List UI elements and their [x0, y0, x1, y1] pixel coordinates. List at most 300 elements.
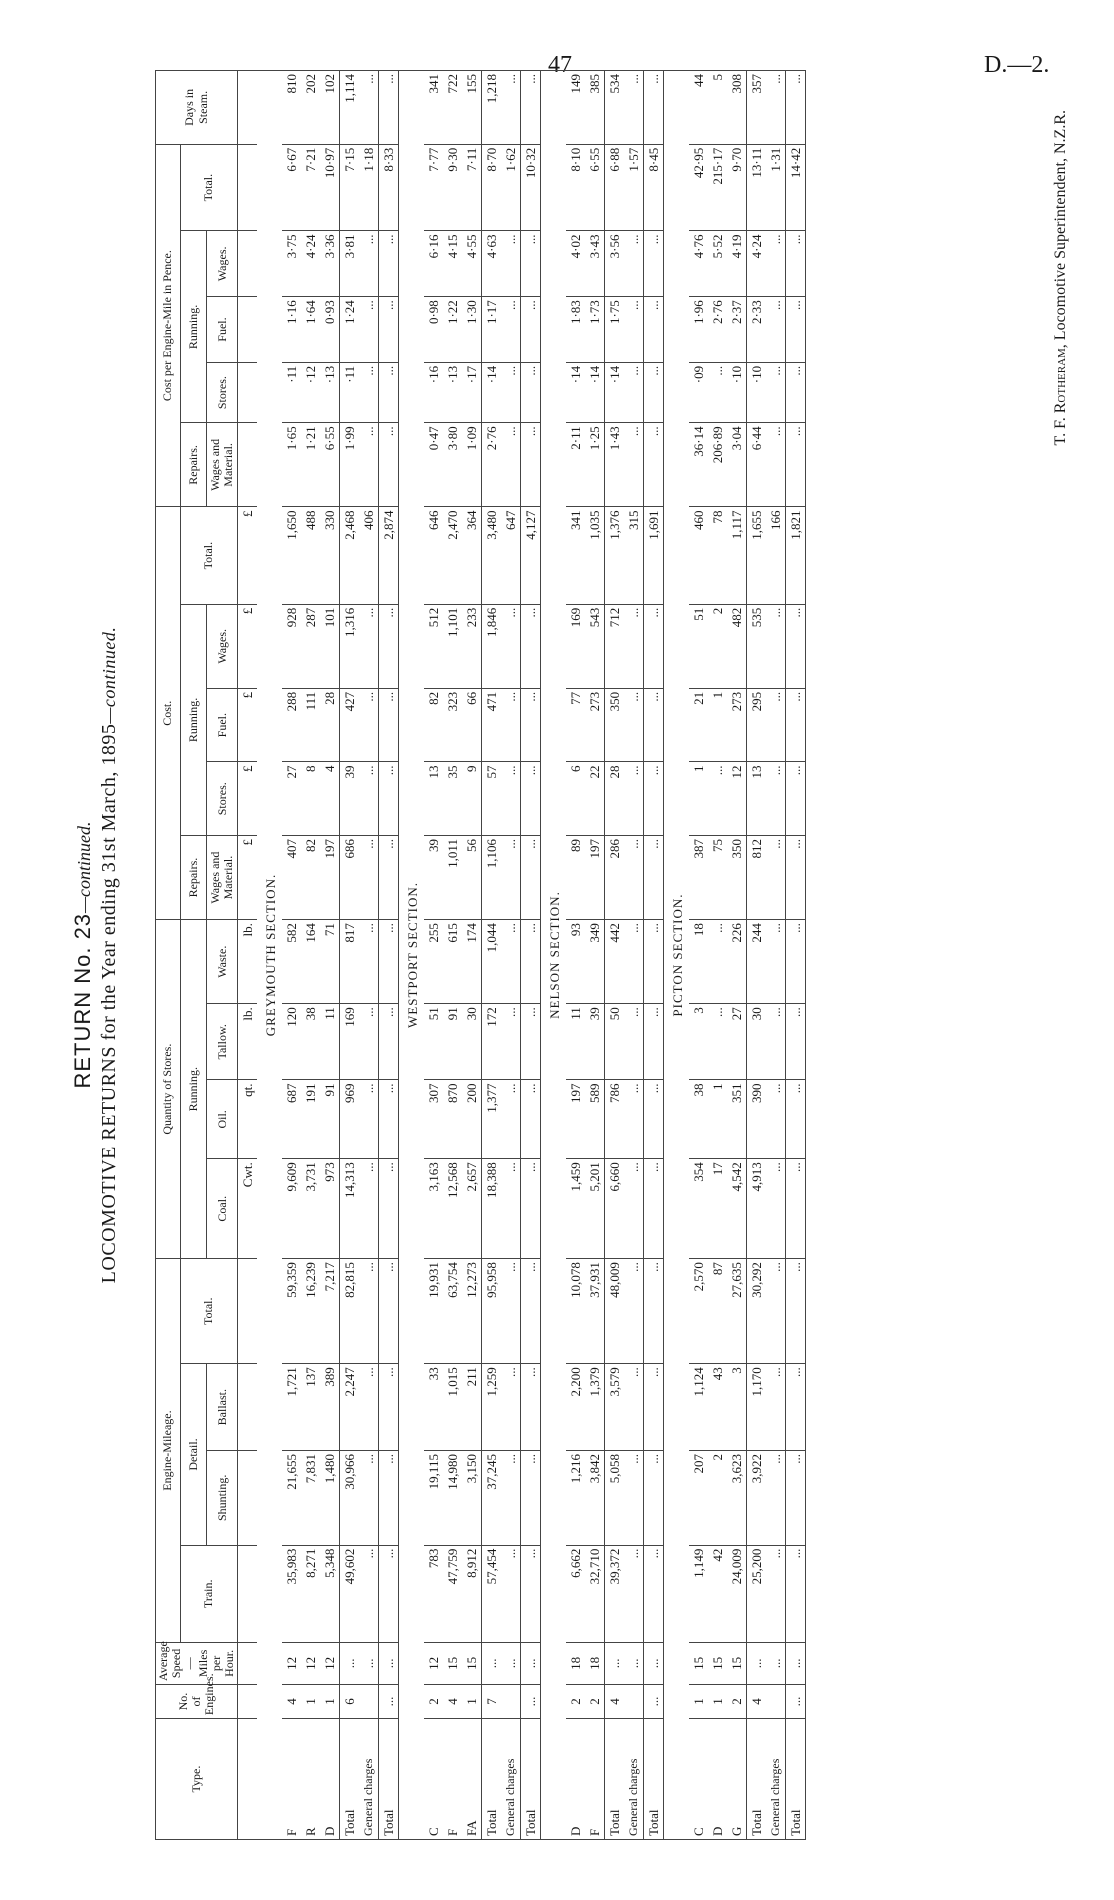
table-cell: 406: [359, 507, 379, 604]
table-cell: 57,454: [482, 1545, 502, 1642]
table-cell: 389: [320, 1364, 340, 1451]
general-charges-row: [501, 71, 521, 1840]
table-cell: ...: [359, 836, 379, 920]
table-cell: 273: [585, 688, 605, 762]
table-cell: 4·15: [443, 231, 462, 297]
table-cell: ...: [379, 231, 399, 297]
table-cell: 2: [424, 1684, 443, 1718]
table-cell: 6: [340, 1684, 360, 1718]
table-cell: 42·95: [689, 144, 708, 231]
table-cell: 534: [605, 71, 625, 145]
table-cell: 3·56: [605, 231, 625, 297]
table-cell: 30,292: [747, 1259, 767, 1364]
table-cell: 11: [566, 1004, 585, 1080]
header-cost: Cost.: [156, 507, 181, 920]
header-type: Type.: [156, 1719, 238, 1840]
table-cell: £: [238, 507, 258, 604]
table-cell: F: [443, 1719, 462, 1840]
header-shunting: Shunting.: [207, 1451, 238, 1546]
table-cell: 91: [443, 1004, 462, 1080]
table-cell: ...: [501, 604, 521, 688]
table-cell: 50: [605, 1004, 625, 1080]
table-cell: [624, 1684, 644, 1718]
table-cell: ·10: [727, 362, 747, 422]
table-cell: 2,200: [566, 1364, 585, 1451]
header-tallow: Tallow.: [207, 1004, 238, 1080]
table-cell: 5,201: [585, 1159, 605, 1259]
header-train: Train.: [181, 1545, 238, 1642]
table-cell: 7·77: [424, 144, 443, 231]
table-cell: 169: [340, 1004, 360, 1080]
header-engines: No. of Engines.: [156, 1684, 238, 1718]
table-cell: 5,058: [605, 1451, 625, 1546]
table-cell: ...: [521, 1642, 541, 1684]
table-cell: 25,200: [747, 1545, 767, 1642]
total-row: [747, 71, 767, 1840]
header-detail: Detail.: [181, 1364, 207, 1545]
table-cell: ...: [379, 1080, 399, 1159]
table-cell: 8,912: [462, 1545, 482, 1642]
table-cell: 57: [482, 762, 502, 836]
table-cell: 350: [605, 688, 625, 762]
table-cell: 488: [301, 507, 320, 604]
table-cell: ...: [786, 920, 806, 1004]
table-cell: 172: [482, 1004, 502, 1080]
table-cell: ·10: [747, 362, 767, 422]
table-cell: 390: [747, 1080, 767, 1159]
section-heading: GREYMOUTH SECTION.: [257, 71, 282, 1840]
table-cell: [238, 297, 258, 363]
table-cell: 19,931: [424, 1259, 443, 1364]
table-cell: 1: [320, 1684, 340, 1718]
table-cell: [501, 1684, 521, 1718]
table-cell: 59,359: [282, 1259, 301, 1364]
table-cell: ...: [624, 1080, 644, 1159]
units-row: [238, 71, 258, 1840]
table-row: [585, 71, 605, 1840]
table-cell: 12: [424, 1642, 443, 1684]
grand-total-row: [644, 71, 664, 1840]
table-cell: 3,842: [585, 1451, 605, 1546]
table-cell: 4: [282, 1684, 301, 1718]
table-cell: ...: [359, 1545, 379, 1642]
table-cell: ...: [766, 362, 786, 422]
table-cell: £: [238, 762, 258, 836]
table-cell: 39: [424, 836, 443, 920]
header-cost-total: Total.: [181, 507, 238, 604]
table-cell: [238, 362, 258, 422]
table-cell: 51: [424, 1004, 443, 1080]
table-cell: ...: [624, 362, 644, 422]
table-cell: 1: [708, 1080, 727, 1159]
table-cell: [238, 1642, 258, 1684]
section-heading: PICTON SECTION.: [664, 71, 690, 1840]
header-pence-stores: Stores.: [207, 362, 238, 422]
header-speed: Average Speed—Miles per Hour.: [156, 1642, 238, 1684]
table-cell: ...: [624, 762, 644, 836]
table-cell: ...: [501, 297, 521, 363]
table-cell: 354: [689, 1159, 708, 1259]
table-cell: 686: [340, 836, 360, 920]
table-cell: [766, 1684, 786, 1718]
return-subtitle-suffix: —continued.: [99, 626, 119, 724]
table-cell: C: [424, 1719, 443, 1840]
header-pence-running: Running.: [181, 231, 207, 423]
header-quantity-of-stores: Quantity of Stores.: [156, 920, 181, 1259]
table-cell: ...: [379, 1159, 399, 1259]
table-cell: 307: [424, 1080, 443, 1159]
table-cell: ...: [786, 1545, 806, 1642]
table-cell: ...: [624, 71, 644, 145]
table-cell: 1,218: [482, 71, 502, 145]
table-cell: ...: [501, 688, 521, 762]
table-cell: 8·45: [644, 144, 664, 231]
table-cell: 646: [424, 507, 443, 604]
table-cell: ...: [521, 762, 541, 836]
table-cell: [238, 423, 258, 507]
table-cell: ...: [786, 231, 806, 297]
table-cell: ...: [521, 1684, 541, 1718]
table-cell: 30: [462, 1004, 482, 1080]
table-cell: 95,958: [482, 1259, 502, 1364]
table-cell: ...: [359, 297, 379, 363]
grand-total-row: [379, 71, 399, 1840]
table-cell: ...: [379, 836, 399, 920]
table-cell: ·16: [424, 362, 443, 422]
table-cell: ...: [379, 604, 399, 688]
table-row: [443, 71, 462, 1840]
table-cell: 3: [727, 1364, 747, 1451]
table-cell: 1·18: [359, 144, 379, 231]
table-cell: 1·43: [605, 423, 625, 507]
table-cell: ·09: [689, 362, 708, 422]
table-cell: ...: [766, 71, 786, 145]
table-cell: 3·43: [585, 231, 605, 297]
table-cell: 12: [320, 1642, 340, 1684]
table-cell: 35,983: [282, 1545, 301, 1642]
table-cell: 2·76: [482, 423, 502, 507]
table-row: [301, 71, 320, 1840]
table-cell: ·14: [605, 362, 625, 422]
table-cell: 1·96: [689, 297, 708, 363]
table-cell: 812: [747, 836, 767, 920]
table-cell: 102: [320, 71, 340, 145]
table-cell: 6·16: [424, 231, 443, 297]
table-cell: 3·80: [443, 423, 462, 507]
table-cell: 101: [320, 604, 340, 688]
table-row: [462, 71, 482, 1840]
header-cost-wages: Wages.: [207, 604, 238, 688]
table-cell: 82: [301, 836, 320, 920]
table-cell: [238, 1684, 258, 1718]
table-cell: 1·57: [624, 144, 644, 231]
table-cell: 1,170: [747, 1364, 767, 1451]
header-cost-running: Running.: [181, 604, 207, 835]
table-cell: 2,570: [689, 1259, 708, 1364]
table-cell: 15: [443, 1642, 462, 1684]
table-cell: [238, 1364, 258, 1451]
table-cell: 1,377: [482, 1080, 502, 1159]
table-cell: ...: [644, 1451, 664, 1546]
table-cell: 647: [501, 507, 521, 604]
table-cell: 215·17: [708, 144, 727, 231]
table-cell: 1·75: [605, 297, 625, 363]
table-cell: D: [566, 1719, 585, 1840]
table-cell: ...: [359, 1642, 379, 1684]
table-cell: ...: [786, 1080, 806, 1159]
table-cell: 783: [424, 1545, 443, 1642]
table-cell: 810: [282, 71, 301, 145]
table-cell: ...: [359, 1004, 379, 1080]
table-cell: ...: [359, 604, 379, 688]
table-cell: 8·33: [379, 144, 399, 231]
table-cell: ...: [624, 1004, 644, 1080]
table-cell: 3,922: [747, 1451, 767, 1546]
table-cell: 1: [301, 1684, 320, 1718]
table-cell: ...: [766, 1159, 786, 1259]
table-cell: 82,815: [340, 1259, 360, 1364]
table-cell: ...: [521, 920, 541, 1004]
table-cell: ...: [766, 1545, 786, 1642]
table-cell: ...: [379, 362, 399, 422]
table-cell: 427: [340, 688, 360, 762]
table-cell: 3,163: [424, 1159, 443, 1259]
table-cell: 4,127: [521, 507, 541, 604]
table-cell: ...: [521, 231, 541, 297]
table-cell: 1,821: [786, 507, 806, 604]
table-cell: ...: [766, 1080, 786, 1159]
table-cell: [238, 144, 258, 231]
table-cell: ...: [786, 1364, 806, 1451]
header-oil: Oil.: [207, 1080, 238, 1159]
table-cell: 3: [689, 1004, 708, 1080]
table-cell: 4,542: [727, 1159, 747, 1259]
table-cell: ...: [605, 1642, 625, 1684]
table-cell: 255: [424, 920, 443, 1004]
table-cell: [238, 71, 258, 145]
table-cell: 14,313: [340, 1159, 360, 1259]
general-charges-row: [359, 71, 379, 1840]
table-cell: ...: [766, 1004, 786, 1080]
table-cell: ...: [766, 762, 786, 836]
table-cell: ...: [379, 1259, 399, 1364]
table-cell: ...: [644, 1159, 664, 1259]
table-cell: 1,650: [282, 507, 301, 604]
table-row: [282, 71, 301, 1840]
table-cell: ...: [521, 1545, 541, 1642]
table-cell: ...: [786, 1642, 806, 1684]
table-cell: ...: [786, 1004, 806, 1080]
header-pence-fuel: Fuel.: [207, 297, 238, 363]
table-cell: ...: [359, 71, 379, 145]
table-cell: ...: [501, 71, 521, 145]
table-cell: 351: [727, 1080, 747, 1159]
table-cell: ...: [624, 836, 644, 920]
table-cell: ...: [521, 1080, 541, 1159]
table-cell: 1·25: [585, 423, 605, 507]
section-heading: WESTPORT SECTION.: [399, 71, 425, 1840]
table-cell: 18: [585, 1642, 605, 1684]
header-cost-stores: Stores.: [207, 762, 238, 836]
table-cell: ...: [644, 1004, 664, 1080]
table-cell: ·14: [585, 362, 605, 422]
table-cell: Total: [482, 1719, 502, 1840]
table-cell: 8·10: [566, 144, 585, 231]
header-ballast: Ballast.: [207, 1364, 238, 1451]
table-cell: 43: [708, 1364, 727, 1451]
table-cell: ...: [359, 762, 379, 836]
grand-total-row: [521, 71, 541, 1840]
header-coal: Coal.: [207, 1159, 238, 1259]
table-cell: 244: [747, 920, 767, 1004]
table-cell: 14,980: [443, 1451, 462, 1546]
table-cell: ...: [359, 688, 379, 762]
table-cell: 4: [443, 1684, 462, 1718]
section-heading: NELSON SECTION.: [541, 71, 567, 1840]
table-cell: 35: [443, 762, 462, 836]
table-cell: 6·67: [282, 144, 301, 231]
table-cell: ...: [501, 423, 521, 507]
table-cell: 233: [462, 604, 482, 688]
table-cell: 4·19: [727, 231, 747, 297]
table-cell: 589: [585, 1080, 605, 1159]
table-cell: 12: [301, 1642, 320, 1684]
table-cell: 315: [624, 507, 644, 604]
table-cell: 0·93: [320, 297, 340, 363]
table-cell: 387: [689, 836, 708, 920]
table-cell: ...: [644, 920, 664, 1004]
table-cell: 4·55: [462, 231, 482, 297]
table-cell: 27: [282, 762, 301, 836]
table-cell: General charges: [501, 1719, 521, 1840]
table-cell: 6·55: [320, 423, 340, 507]
table-cell: R: [301, 1719, 320, 1840]
table-cell: 2: [727, 1684, 747, 1718]
table-cell: 6·44: [747, 423, 767, 507]
table-cell: ...: [786, 604, 806, 688]
table-cell: 1·09: [462, 423, 482, 507]
table-cell: 330: [320, 507, 340, 604]
table-cell: 3·36: [320, 231, 340, 297]
table-cell: £: [238, 604, 258, 688]
header-cost-wages-material: Wages and Material.: [207, 836, 238, 920]
table-cell: 51: [689, 604, 708, 688]
table-cell: 89: [566, 836, 585, 920]
table-cell: 33: [424, 1364, 443, 1451]
total-row: [605, 71, 625, 1840]
table-cell: 460: [689, 507, 708, 604]
table-cell: ·14: [566, 362, 585, 422]
table-cell: ·11: [340, 362, 360, 422]
table-cell: 349: [585, 920, 605, 1004]
table-row: [424, 71, 443, 1840]
table-cell: ...: [786, 762, 806, 836]
table-cell: 7: [482, 1684, 502, 1718]
total-row: [340, 71, 360, 1840]
table-cell: ...: [521, 362, 541, 422]
table-cell: F: [282, 1719, 301, 1840]
table-cell: ...: [521, 1004, 541, 1080]
table-cell: C: [689, 1719, 708, 1840]
table-cell: 28: [605, 762, 625, 836]
table-cell: 341: [424, 71, 443, 145]
header-cost-per-mile: Cost per Engine-Mile in Pence.: [156, 144, 181, 507]
table-cell: 5·52: [708, 231, 727, 297]
table-cell: £: [238, 836, 258, 920]
table-cell: ...: [359, 1080, 379, 1159]
general-charges-row: [766, 71, 786, 1840]
table-cell: ...: [379, 297, 399, 363]
table-cell: lb.: [238, 1004, 258, 1080]
table-cell: ...: [501, 1004, 521, 1080]
table-cell: ·13: [443, 362, 462, 422]
table-cell: 1,035: [585, 507, 605, 604]
table-cell: ...: [766, 1364, 786, 1451]
table-cell: ...: [521, 1451, 541, 1546]
table-cell: 1,655: [747, 507, 767, 604]
table-row: [320, 71, 340, 1840]
table-cell: 1: [689, 1684, 708, 1718]
table-cell: 2,874: [379, 507, 399, 604]
total-row: [482, 71, 502, 1840]
table-cell: ...: [624, 920, 644, 1004]
table-cell: 1: [689, 762, 708, 836]
table-cell: Total: [644, 1719, 664, 1840]
table-cell: ...: [379, 1451, 399, 1546]
table-cell: ...: [521, 604, 541, 688]
table-cell: ...: [786, 297, 806, 363]
table-cell: 1,316: [340, 604, 360, 688]
header-mileage-total: Total.: [181, 1259, 238, 1364]
table-cell: ...: [501, 1642, 521, 1684]
table-cell: 2·76: [708, 297, 727, 363]
table-cell: ...: [501, 1545, 521, 1642]
table-cell: 687: [282, 1080, 301, 1159]
table-cell: 512: [424, 604, 443, 688]
table-cell: ...: [482, 1642, 502, 1684]
table-cell: 27: [727, 1004, 747, 1080]
table-cell: 12,273: [462, 1259, 482, 1364]
table-cell: ...: [379, 920, 399, 1004]
table-cell: 1·30: [462, 297, 482, 363]
table-cell: 308: [727, 71, 747, 145]
table-cell: 722: [443, 71, 462, 145]
table-cell: 2,247: [340, 1364, 360, 1451]
table-cell: 37,245: [482, 1451, 502, 1546]
table-cell: ...: [644, 762, 664, 836]
table-cell: ...: [624, 423, 644, 507]
table-cell: ...: [624, 1159, 644, 1259]
table-cell: 1,101: [443, 604, 462, 688]
table-cell: ...: [766, 836, 786, 920]
table-cell: 1·17: [482, 297, 502, 363]
table-cell: ...: [624, 1259, 644, 1364]
table-cell: 1,379: [585, 1364, 605, 1451]
table-cell: 1·21: [301, 423, 320, 507]
table-cell: ...: [708, 920, 727, 1004]
table-cell: 407: [282, 836, 301, 920]
section-heading-row: [399, 71, 425, 1840]
table-cell: 273: [727, 688, 747, 762]
rotated-table-page: [70, 70, 1080, 1840]
table-cell: ...: [766, 1642, 786, 1684]
table-cell: 77: [566, 688, 585, 762]
table-cell: 1,459: [566, 1159, 585, 1259]
table-cell: £: [238, 688, 258, 762]
return-title-text: RETURN No. 23: [70, 912, 95, 1089]
table-cell: ...: [521, 71, 541, 145]
table-cell: 4,913: [747, 1159, 767, 1259]
